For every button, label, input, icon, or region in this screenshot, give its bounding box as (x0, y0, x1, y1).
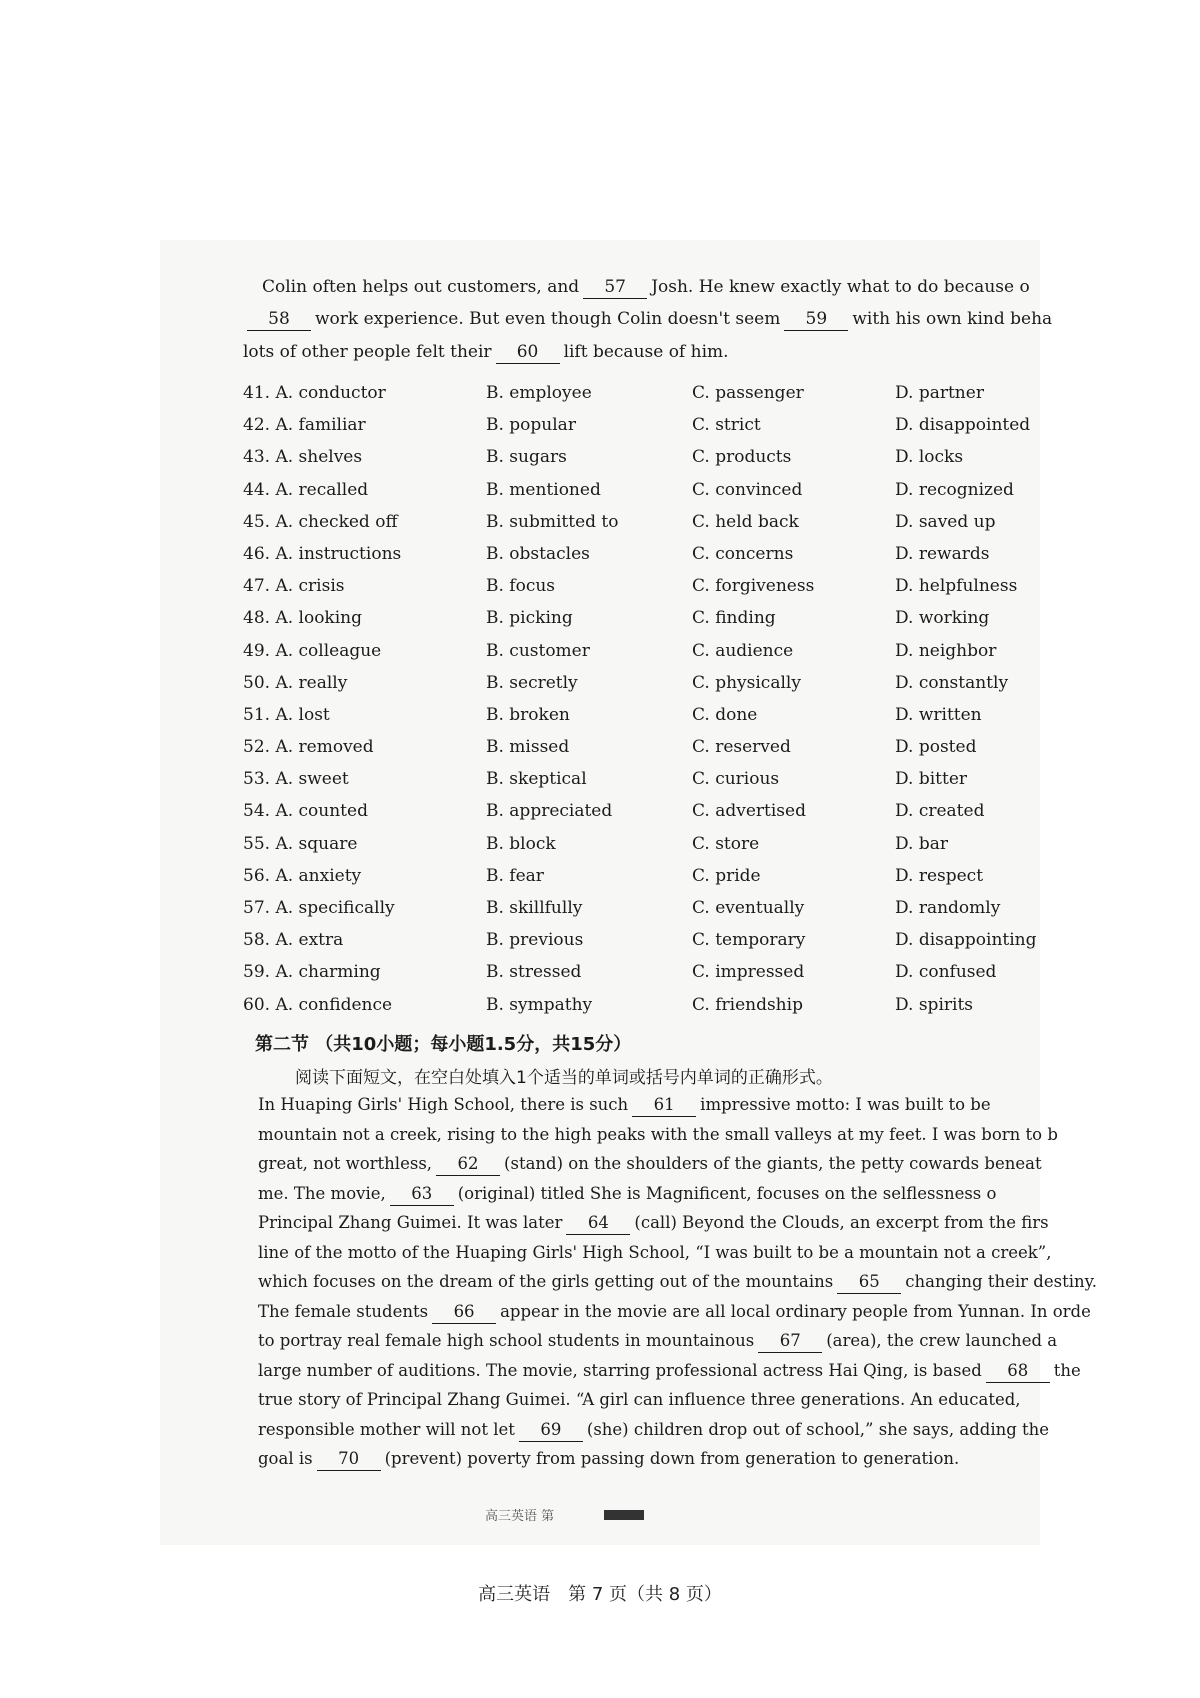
option-d: D. respect (895, 865, 984, 886)
blank-62: 62 (436, 1153, 500, 1176)
option-row (243, 699, 1043, 731)
option-d: D. disappointing (895, 930, 1037, 951)
option-b: B. secretly (486, 672, 578, 693)
option-a: 51. A. lost (243, 704, 330, 725)
page-footer: 高三英语 第 7 页（共 8 页） (478, 1584, 722, 1605)
blank-63: 63 (390, 1183, 454, 1206)
option-a: 54. A. counted (243, 801, 368, 822)
option-b: B. skeptical (486, 769, 587, 790)
option-d: D. disappointed (895, 415, 1031, 436)
option-a: 45. A. checked off (243, 511, 398, 532)
option-row (243, 570, 1043, 602)
option-row (243, 892, 1043, 924)
option-b: B. obstacles (486, 543, 590, 564)
option-a: 50. A. really (243, 672, 348, 693)
blank-70: 70 (317, 1448, 381, 1471)
option-row (243, 635, 1043, 667)
option-row (243, 860, 1043, 892)
passage2-line: In Huaping Girls' High School, there is such 61 impressive motto: I was built to be (258, 1090, 1038, 1120)
footer-mark: 高三英语 第 (485, 1505, 644, 1524)
option-c: C. impressed (692, 962, 805, 983)
option-row (243, 377, 1043, 409)
option-row (243, 828, 1043, 860)
option-d: D. created (895, 801, 985, 822)
option-c: C. curious (692, 769, 780, 790)
option-row (243, 924, 1043, 956)
option-b: B. sympathy (486, 994, 593, 1015)
option-b: B. focus (486, 576, 556, 597)
option-d: D. confused (895, 962, 997, 983)
option-b: B. sugars (486, 447, 567, 468)
blank-66: 66 (432, 1301, 496, 1324)
option-d: D. constantly (895, 672, 1009, 693)
option-row (243, 474, 1043, 506)
option-row (243, 989, 1043, 1021)
option-row (243, 506, 1043, 538)
option-b: B. previous (486, 930, 584, 951)
option-b: B. picking (486, 608, 573, 629)
blank-60: 60 (496, 341, 560, 364)
option-b: B. submitted to (486, 511, 619, 532)
option-c: C. reserved (692, 737, 791, 758)
option-b: B. stressed (486, 962, 582, 983)
option-row (243, 441, 1043, 473)
option-b: B. skillfully (486, 898, 583, 918)
option-a: 47. A. crisis (243, 576, 345, 597)
option-d: D. posted (895, 737, 977, 758)
passage1-line3: lots of other people felt their 60 lift because of him. (243, 342, 729, 362)
option-a: 56. A. anxiety (243, 865, 362, 886)
option-c: C. done (692, 704, 758, 725)
blank-57: 57 (583, 276, 647, 299)
option-a: 46. A. instructions (243, 543, 402, 564)
option-c: C. eventually (692, 898, 805, 918)
option-row (243, 731, 1043, 763)
blank-65: 65 (837, 1271, 901, 1294)
option-a: 57. A. specifically (243, 898, 395, 918)
option-row (243, 602, 1043, 634)
passage1-line1: Colin often helps out customers, and 57 Josh. He knew exactly what to do because o (262, 277, 1030, 297)
option-a: 55. A. square (243, 833, 358, 854)
blank-67: 67 (758, 1330, 822, 1353)
option-c: C. temporary (692, 930, 806, 951)
print-mark (604, 1510, 644, 1520)
option-b: B. popular (486, 415, 576, 436)
option-a: 53. A. sweet (243, 769, 349, 790)
option-a: 44. A. recalled (243, 479, 369, 500)
option-a: 43. A. shelves (243, 447, 363, 468)
option-b: B. mentioned (486, 479, 601, 500)
option-c: C. held back (692, 511, 799, 532)
passage2-line: responsible mother will not let 69 (she) children drop out of school,” she says, adding the (258, 1415, 1038, 1445)
option-a: 52. A. removed (243, 737, 374, 758)
option-d: D. written (895, 704, 982, 725)
option-d: D. neighbor (895, 640, 997, 661)
option-d: D. randomly (895, 898, 1001, 918)
option-a: 60. A. confidence (243, 994, 393, 1015)
section-instruction: 阅读下面短文，在空白处填入1个适当的单词或括号内单词的正确形式。 (295, 1068, 833, 1088)
option-d: D. working (895, 608, 990, 629)
options-list (243, 377, 1043, 1021)
option-d: D. spirits (895, 994, 973, 1015)
passage2-line: true story of Principal Zhang Guimei. “A girl can influence three generations. An educated, (258, 1390, 1021, 1409)
option-row (243, 667, 1043, 699)
option-d: D. locks (895, 447, 964, 468)
passage1-line2: 58 work experience. But even though Colin doesn't seem 59 with his own kind beha (243, 304, 1043, 334)
blank-64: 64 (566, 1212, 630, 1235)
option-c: C. concerns (692, 543, 794, 564)
option-a: 42. A. familiar (243, 415, 366, 436)
option-d: D. saved up (895, 511, 996, 532)
option-c: C. convinced (692, 479, 803, 500)
option-d: D. recognized (895, 479, 1014, 500)
option-b: B. block (486, 833, 556, 854)
option-a: 49. A. colleague (243, 640, 382, 661)
option-d: D. bitter (895, 769, 968, 790)
option-c: C. physically (692, 672, 801, 693)
option-b: B. missed (486, 737, 570, 758)
option-a: 59. A. charming (243, 962, 381, 983)
option-row (243, 409, 1043, 441)
option-row (243, 795, 1043, 827)
option-c: C. forgiveness (692, 576, 815, 597)
passage2-line: mountain not a creek, rising to the high peaks with the small valleys at my feet. I was born to b (258, 1124, 1058, 1144)
option-row (243, 956, 1043, 988)
blank-61: 61 (632, 1094, 696, 1117)
passage2-line: to portray real female high school students in mountainous 67 (area), the crew launched a (258, 1326, 1038, 1356)
option-c: C. products (692, 447, 792, 468)
section-title: 第二节 （共10小题；每小题1.5分，共15分） (255, 1034, 632, 1055)
passage2-line: The female students 66 appear in the movie are all local ordinary people from Yunnan. In orde (258, 1297, 1038, 1327)
option-c: C. pride (692, 865, 761, 886)
option-d: D. bar (895, 833, 948, 854)
option-d: D. rewards (895, 543, 990, 564)
passage2-line: me. The movie, 63 (original) titled She is Magnificent, focuses on the selflessness o (258, 1179, 1038, 1209)
option-b: B. fear (486, 865, 544, 886)
option-a: 41. A. conductor (243, 383, 386, 403)
option-a: 48. A. looking (243, 608, 362, 629)
option-row (243, 538, 1043, 570)
option-b: B. customer (486, 640, 590, 661)
option-c: C. friendship (692, 994, 803, 1015)
option-c: C. finding (692, 608, 776, 629)
passage2-line: Principal Zhang Guimei. It was later 64 (call) Beyond the Clouds, an excerpt from the firs (258, 1208, 1038, 1238)
option-b: B. appreciated (486, 801, 613, 822)
passage2-line: great, not worthless, 62 (stand) on the shoulders of the giants, the petty cowards beneat (258, 1149, 1038, 1179)
option-c: C. store (692, 833, 760, 854)
blank-69: 69 (519, 1419, 583, 1442)
option-a: 58. A. extra (243, 930, 344, 951)
blank-59: 59 (784, 308, 848, 331)
option-c: C. advertised (692, 801, 806, 822)
blank-58: 58 (247, 308, 311, 331)
blank-68: 68 (986, 1360, 1050, 1383)
passage2-line: goal is 70 (prevent) poverty from passing down from generation to generation. (258, 1444, 1038, 1474)
option-b: B. broken (486, 704, 570, 725)
passage2-line: line of the motto of the Huaping Girls' High School, “I was built to be a mountain not a creek”, (258, 1242, 1052, 1262)
passage2-line: large number of auditions. The movie, starring professional actress Hai Qing, is based 68 the (258, 1356, 1038, 1386)
option-c: C. passenger (692, 383, 804, 403)
option-d: D. partner (895, 383, 984, 403)
option-row (243, 763, 1043, 795)
option-d: D. helpfulness (895, 576, 1018, 597)
passage2 (258, 1090, 1097, 1474)
option-c: C. audience (692, 640, 794, 661)
option-b: B. employee (486, 383, 592, 403)
passage2-line: which focuses on the dream of the girls getting out of the mountains 65 changing their destiny. (258, 1267, 1038, 1297)
option-c: C. strict (692, 415, 761, 436)
